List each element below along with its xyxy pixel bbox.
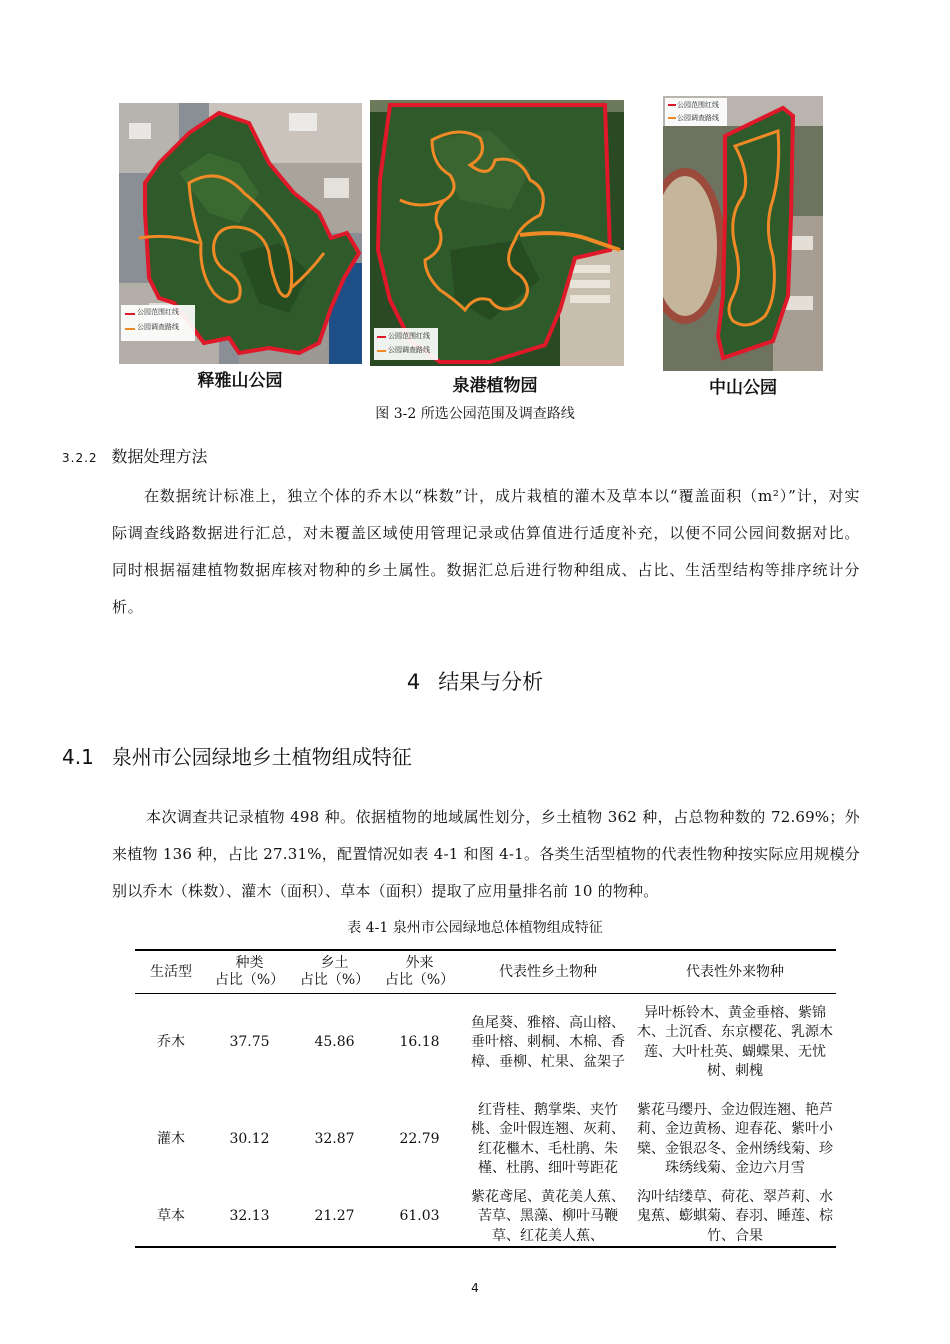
map-legend (677, 99, 719, 125)
legend-boundary-label: 公园范围红线 (137, 308, 179, 316)
table-row (135, 1188, 836, 1248)
legend-route-label: 公园调查路线 (137, 323, 179, 331)
header-line: 占比（%） (299, 972, 370, 988)
map-legend (388, 329, 430, 357)
chapter-heading (0, 666, 950, 696)
cell-exotic-pct: 16.18 (399, 1034, 440, 1050)
cell-native-pct: 32.87 (314, 1130, 355, 1147)
table-header-row (135, 950, 836, 994)
cell-native-species: 红背桂、鹅掌柴、夹竹桃、金叶假连翘、灰莉、红花檵木、毛杜鹃、朱槿、杜鹃、细叶萼距花 (471, 1101, 625, 1176)
table-caption: 表 4-1 泉州市公园绿地总体植物组成特征 (347, 920, 603, 936)
header-line: 乡土 (320, 955, 349, 971)
legend-boundary-label: 公园范围红线 (677, 101, 719, 109)
page-number: 4 (471, 1281, 479, 1295)
chapter-title: 结果与分析 (438, 670, 544, 694)
cell-exotic-species: 异叶栎铃木、黄金垂榕、紫锦木、土沉香、东京樱花、乳源木莲、大叶杜英、蝴蝶果、无忧树、刺槐 (637, 1004, 833, 1080)
paragraph-results: 本次调查共记录植物 498 种。依据植物的地域属性划分，乡土植物 362 种，占总物种数的 72.69%；外来植物 136 种，占比 27.31%，配置情况如表 4-1 和图 4-1。各类生活型植物的代表性物种按实际应用规模分别以乔木（株数）、灌木（面积）、草本（面积）提取了应用量排名前 10 的物种。 (112, 808, 860, 900)
cell-exotic-species: 沟叶结缕草、荷花、翠芦莉、水鬼蕉、蟛蜞菊、春羽、睡莲、棕竹、合果 (634, 1188, 836, 1248)
header-exotic-pct (377, 950, 462, 994)
map-quangang (370, 100, 624, 366)
legend-route-label: 公园调查路线 (677, 114, 719, 122)
cell-species-pct: 37.75 (229, 1034, 270, 1050)
map-label-quangang: 泉港植物园 (452, 376, 538, 396)
cell-life-form: 乔木 (157, 1034, 185, 1050)
header-life-form: 生活型 (135, 950, 207, 994)
section-number: 4.1 (62, 745, 94, 769)
cell-native-species: 鱼尾葵、雅榕、高山榕、垂叶榕、刺桐、木棉、香樟、垂柳、杧果、盆架子 (471, 1014, 625, 1070)
legend-route-label: 公园调查路线 (388, 346, 430, 354)
header-native-species: 代表性乡土物种 (462, 950, 634, 994)
cell-native-pct: 21.27 (292, 1188, 377, 1248)
map-zhongshan (663, 96, 823, 371)
header-line: 外来 (405, 955, 434, 971)
table-row (135, 994, 836, 1092)
section-heading-3-2-2 (62, 444, 208, 467)
cell-life-form: 草本 (135, 1188, 207, 1248)
map-legend (137, 305, 179, 335)
cell-exotic-pct: 61.03 (377, 1188, 462, 1248)
cell-native-species: 紫花鸢尾、黄花美人蕉、苦草、黑藻、柳叶马鞭草、红花美人蕉、 (462, 1188, 634, 1248)
map-label-zhongshan: 中山公园 (709, 378, 777, 398)
header-line: 种类 (235, 955, 264, 971)
cell-exotic-pct: 22.79 (399, 1130, 440, 1147)
header-line: 占比（%） (214, 972, 285, 988)
section-title: 泉州市公园绿地乡土植物组成特征 (111, 745, 412, 769)
legend-boundary-label: 公园范围红线 (388, 332, 430, 340)
plant-composition-table (135, 949, 836, 1248)
header-native-pct (292, 950, 377, 994)
cell-life-form: 灌木 (157, 1130, 185, 1147)
section-title: 数据处理方法 (111, 447, 208, 466)
header-species-pct (207, 950, 292, 994)
section-number: 3.2.2 (62, 451, 98, 465)
map-shiyashan (119, 103, 362, 364)
section-heading-4-1 (62, 741, 412, 770)
table-row (135, 1092, 836, 1188)
header-exotic-species: 代表性外来物种 (634, 950, 836, 994)
cell-exotic-species: 紫花马缨丹、金边假连翘、艳芦莉、金边黄杨、迎春花、紫叶小檗、金银忍冬、金州绣线菊、珍珠绣线菊、金边六月雪 (637, 1101, 833, 1176)
map-label-shiyashan: 释雅山公园 (197, 371, 283, 391)
header-line: 占比（%） (384, 972, 455, 988)
cell-species-pct: 32.13 (207, 1188, 292, 1248)
cell-species-pct: 30.12 (229, 1130, 270, 1147)
cell-native-pct: 45.86 (314, 1034, 355, 1050)
chapter-number: 4 (406, 670, 421, 694)
figure-caption: 图 3-2 所选公园范围及调查路线 (375, 406, 575, 422)
paragraph-data-processing: 在数据统计标准上，独立个体的乔木以“株数”计，成片栽植的灌木及草本以“覆盖面积（m²）”计，对实际调查线路数据进行汇总，对未覆盖区域使用管理记录或估算值进行适度补充，以便不同公园间数据对比。同时根据福建植物数据库核对物种的乡土属性。数据汇总后进行物种组成、占比、生活型结构等排序统计分析。 (112, 487, 860, 616)
